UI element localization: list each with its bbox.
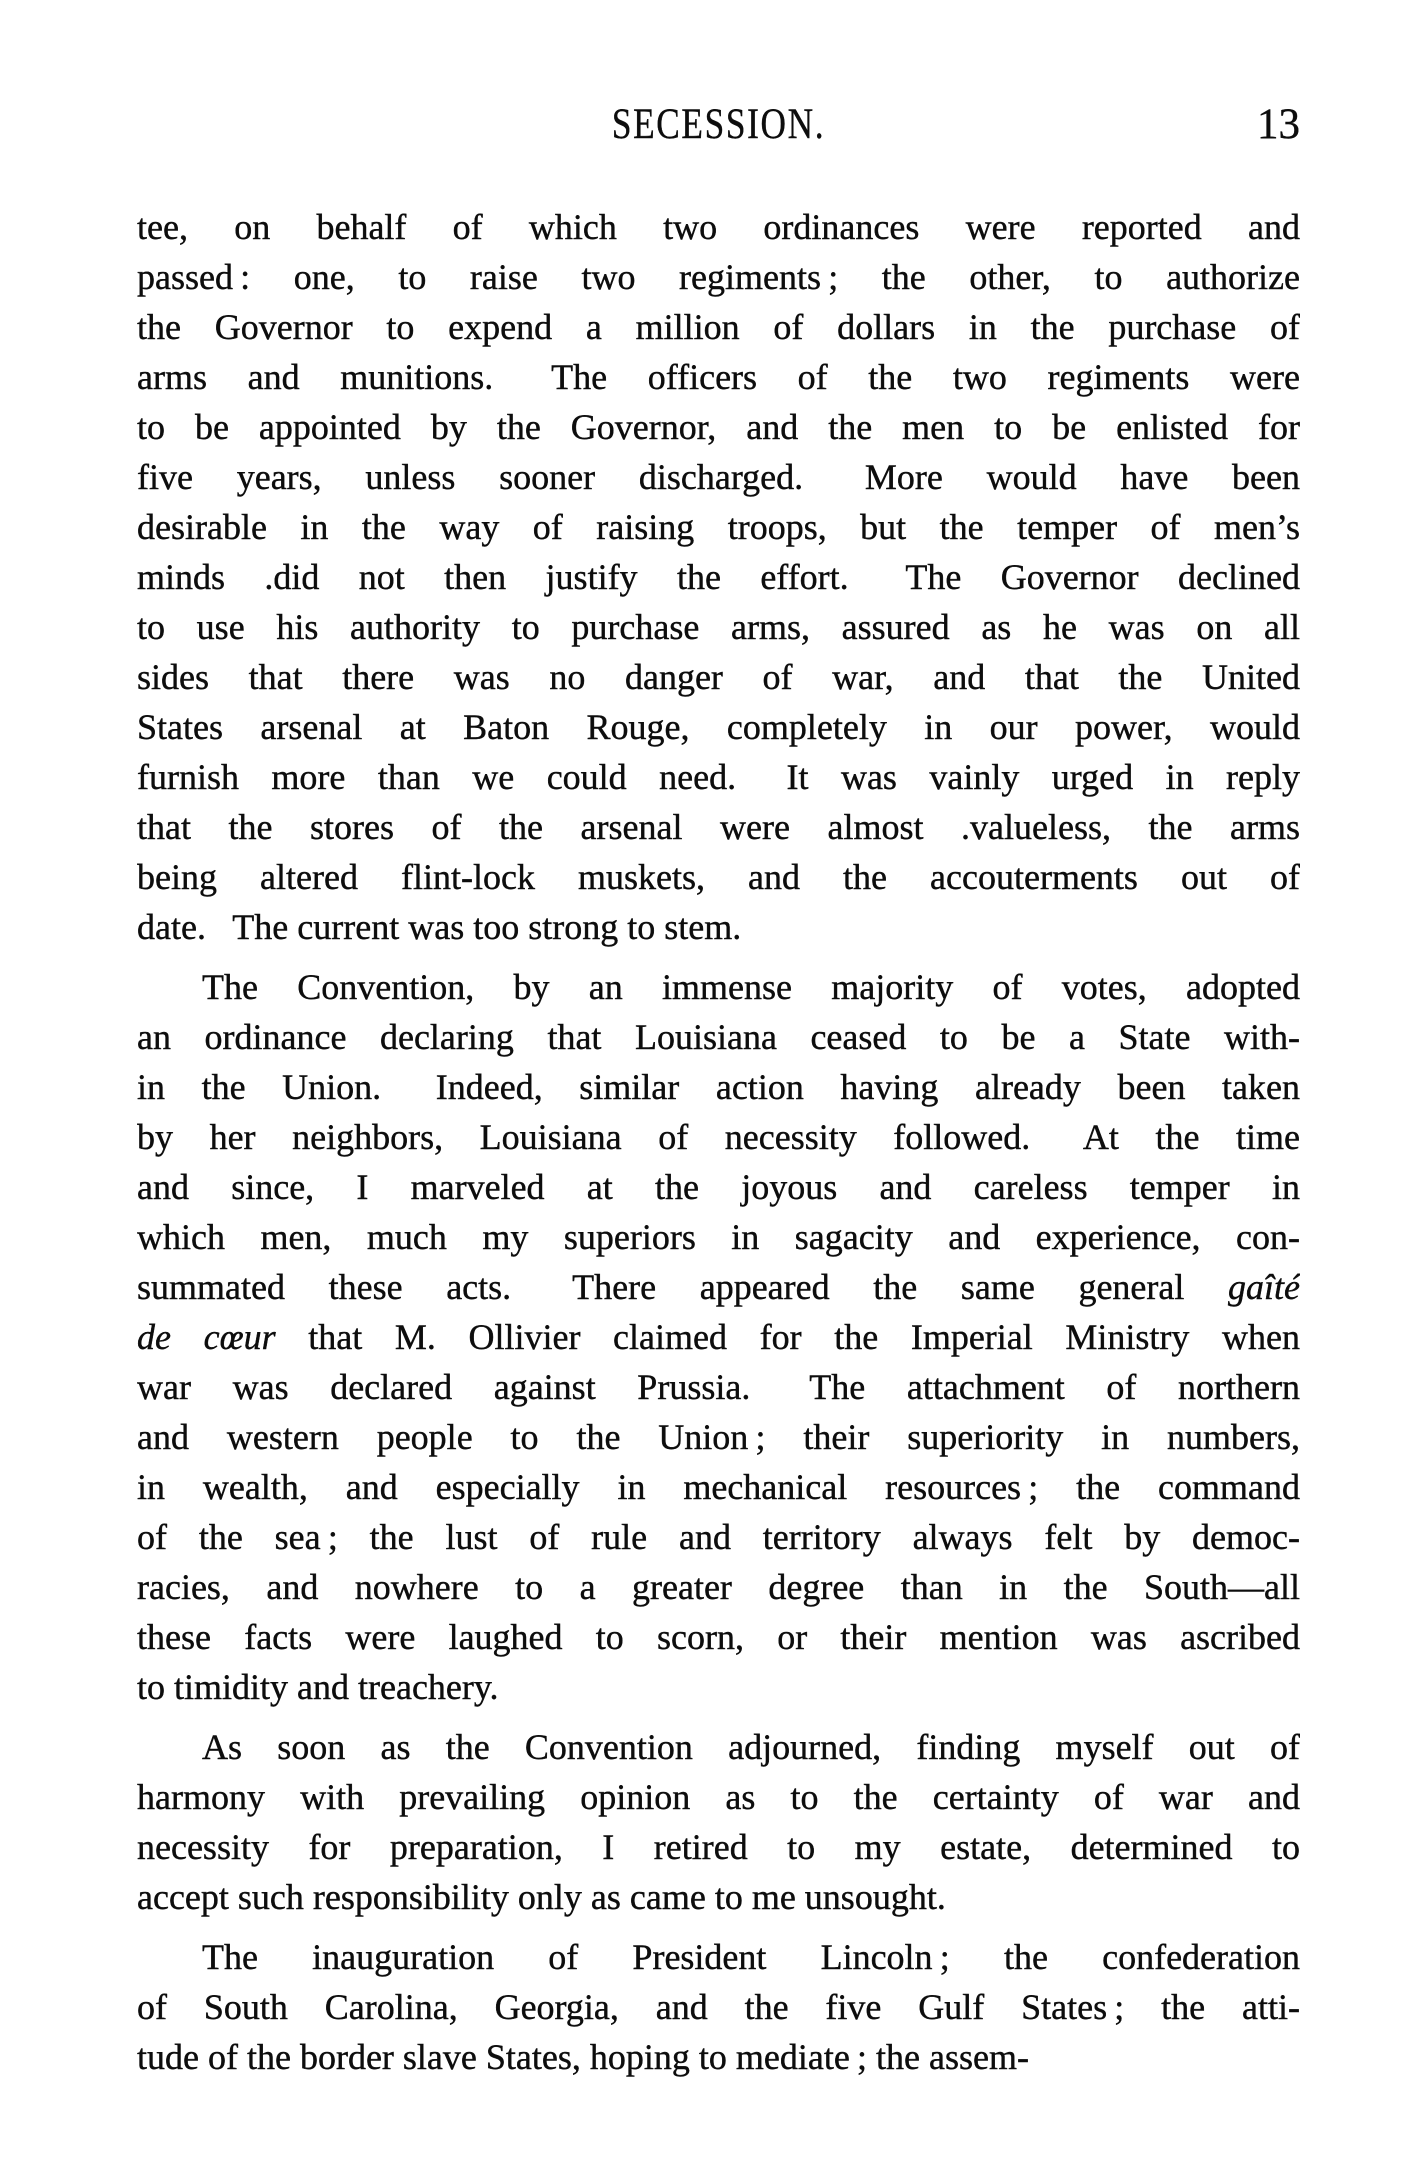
text-line	[137, 1872, 1300, 1922]
text-segment: to timidity and treachery.	[137, 1667, 499, 1707]
paragraph	[137, 962, 1300, 1712]
text-line	[137, 352, 1300, 402]
text-segment: of South Carolina, Georgia, and the five Gulf States ; the atti-	[137, 1987, 1300, 2027]
text-line	[137, 502, 1300, 552]
text-line	[137, 1412, 1300, 1462]
text-line	[137, 402, 1300, 452]
text-segment: The Convention, by an immense majority of votes, adopted	[202, 967, 1300, 1007]
text-line	[137, 1612, 1300, 1662]
text-line	[137, 1662, 1300, 1712]
paragraph	[137, 202, 1300, 952]
text-line	[137, 452, 1300, 502]
text-segment: minds .did not then justify the effort. The Governor declined	[137, 557, 1300, 597]
text-line	[137, 2032, 1300, 2082]
text-line	[137, 652, 1300, 702]
italic-text: de cœur	[137, 1317, 276, 1357]
text-segment: an ordinance declaring that Louisiana ceased to be a State with-	[137, 1017, 1300, 1057]
text-segment: in the Union. Indeed, similar action having already been taken	[137, 1067, 1300, 1107]
text-line	[137, 802, 1300, 852]
text-line	[137, 702, 1300, 752]
text-segment: of the sea ; the lust of rule and territory always felt by democ-	[137, 1517, 1300, 1557]
text-line	[137, 202, 1300, 252]
text-segment: harmony with prevailing opinion as to the certainty of war and	[137, 1777, 1300, 1817]
text-line	[137, 1462, 1300, 1512]
text-segment: racies, and nowhere to a greater degree than in the South—all	[137, 1567, 1300, 1607]
text-line	[137, 552, 1300, 602]
text-block	[137, 202, 1300, 2082]
text-segment: tee, on behalf of which two ordinances were reported and	[137, 207, 1300, 247]
text-line	[137, 1822, 1300, 1872]
text-segment: these facts were laughed to scorn, or their mention was ascribed	[137, 1617, 1300, 1657]
text-segment: the Governor to expend a million of dollars in the purchase of	[137, 307, 1300, 347]
text-line	[137, 1262, 1300, 1312]
text-line	[137, 252, 1300, 302]
text-segment: As soon as the Convention adjourned, finding myself out of	[202, 1727, 1300, 1767]
paragraph	[137, 1722, 1300, 1922]
text-line	[137, 1512, 1300, 1562]
paragraph	[137, 1932, 1300, 2082]
text-segment: to use his authority to purchase arms, assured as he was on all	[137, 607, 1300, 647]
italic-text: gaîté	[1228, 1267, 1300, 1307]
text-line	[137, 1112, 1300, 1162]
text-segment: and since, I marveled at the joyous and careless temper in	[137, 1167, 1300, 1207]
text-segment: passed : one, to raise two regiments ; the other, to authorize	[137, 257, 1300, 297]
text-line	[137, 1362, 1300, 1412]
text-line	[137, 1012, 1300, 1062]
text-segment: necessity for preparation, I retired to my estate, determined to	[137, 1827, 1300, 1867]
text-line	[137, 1982, 1300, 2032]
text-line	[137, 602, 1300, 652]
text-line	[137, 752, 1300, 802]
text-line	[137, 1562, 1300, 1612]
text-line	[137, 852, 1300, 902]
text-segment: being altered flint-lock muskets, and the accouterments out of	[137, 857, 1300, 897]
text-line	[137, 1062, 1300, 1112]
text-line	[137, 1212, 1300, 1262]
text-segment: accept such responsibility only as came to me unsought.	[137, 1877, 946, 1917]
text-line	[137, 1312, 1300, 1362]
text-line	[137, 302, 1300, 352]
text-segment: States arsenal at Baton Rouge, completely in our power, would	[137, 707, 1300, 747]
text-line	[137, 1162, 1300, 1212]
text-segment: summated these acts. There appeared the same general	[137, 1267, 1229, 1307]
text-segment: sides that there was no danger of war, and that the United	[137, 657, 1300, 697]
text-segment: five years, unless sooner discharged. More would have been	[137, 457, 1300, 497]
text-segment: The inauguration of President Lincoln ; the confederation	[202, 1937, 1300, 1977]
text-line	[137, 1772, 1300, 1822]
text-segment: in wealth, and especially in mechanical resources ; the command	[137, 1467, 1300, 1507]
text-segment: date. The current was too strong to stem.	[137, 907, 742, 947]
text-segment: by her neighbors, Louisiana of necessity followed. At the time	[137, 1117, 1300, 1157]
text-line	[137, 962, 1300, 1012]
text-segment: that M. Ollivier claimed for the Imperial Ministry when	[275, 1317, 1300, 1357]
text-segment: that the stores of the arsenal were almost .valueless, the arms	[137, 807, 1300, 847]
page-number: 13	[1257, 101, 1300, 148]
text-segment: war was declared against Prussia. The attachment of northern	[137, 1367, 1300, 1407]
text-segment: furnish more than we could need. It was vainly urged in reply	[137, 757, 1300, 797]
text-segment: and western people to the Union ; their superiority in numbers,	[137, 1417, 1300, 1457]
text-segment: desirable in the way of raising troops, but the temper of men’s	[137, 507, 1300, 547]
text-line	[137, 1722, 1300, 1772]
text-line	[137, 902, 1300, 952]
text-segment: to be appointed by the Governor, and the men to be enlisted for	[137, 407, 1300, 447]
text-segment: arms and munitions. The officers of the two regiments were	[137, 357, 1300, 397]
running-head: SECESSION.	[611, 101, 826, 148]
text-line	[137, 1932, 1300, 1982]
text-segment: which men, much my superiors in sagacity and experience, con-	[137, 1217, 1300, 1257]
text-segment: tude of the border slave States, hoping to mediate ; the assem-	[137, 2037, 1029, 2077]
